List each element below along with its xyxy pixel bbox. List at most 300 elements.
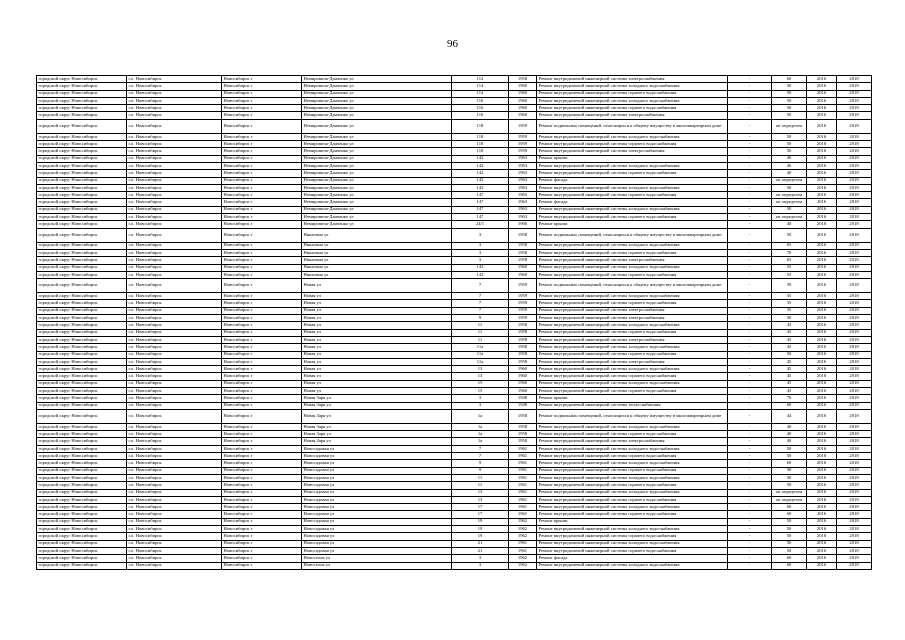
cell-work: Ремонт внутридомовой инженерной системы электроснабжения: [537, 76, 728, 83]
cell-city: Новосибирск г: [222, 264, 302, 271]
cell-year: 1961: [509, 453, 537, 460]
cell-work: Ремонт крыши: [537, 221, 728, 228]
cell-start-year: 2016: [807, 358, 837, 365]
cell-end-year: 2018: [837, 409, 872, 423]
cell-end-year: 2018: [837, 155, 872, 162]
cell-dash: -: [728, 228, 772, 242]
cell-street: Новая ул: [302, 315, 452, 322]
cell-settlement: г.о. Новосибирск: [127, 133, 222, 140]
cell-street: Немировича-Данченко ул: [302, 199, 452, 206]
cell-city: Новосибирск г: [222, 307, 302, 314]
cell-area: 50: [772, 228, 807, 242]
cell-street: Немировича-Данченко ул: [302, 133, 452, 140]
cell-house: 1а: [452, 438, 509, 445]
cell-year: 1959: [509, 279, 537, 293]
cell-city: Новосибирск г: [222, 214, 302, 221]
cell-start-year: 2016: [807, 438, 837, 445]
cell-settlement: г.о. Новосибирск: [127, 547, 222, 554]
cell-street: Немировича-Данченко ул: [302, 76, 452, 83]
table-row: [37, 380, 872, 387]
table-row: [37, 336, 872, 343]
cell-house: 143: [452, 264, 509, 271]
cell-end-year: 2018: [837, 504, 872, 511]
cell-end-year: 2018: [837, 547, 872, 554]
cell-work: Ремонт внутридомовой инженерной системы горячего водоснабжения: [537, 453, 728, 460]
cell-work: Ремонт внутридомовой инженерной системы горячего водоснабжения: [537, 511, 728, 518]
cell-settlement: г.о. Новосибирск: [127, 271, 222, 278]
cell-city: Новосибирск г: [222, 351, 302, 358]
cell-end-year: 2018: [837, 351, 872, 358]
cell-work: Ремонт внутридомовой инженерной системы холодного водоснабжения: [537, 83, 728, 90]
cell-street: Новая ул: [302, 380, 452, 387]
cell-year: 1960: [509, 264, 537, 271]
cell-dash: -: [728, 423, 772, 430]
cell-city: Новосибирск г: [222, 221, 302, 228]
table-row: [37, 518, 872, 525]
cell-area: 45: [772, 380, 807, 387]
cell-work: Ремонт внутридомовой инженерной системы холодного водоснабжения: [537, 540, 728, 547]
cell-dash: -: [728, 445, 772, 452]
cell-district: городской округ Новосибирск: [37, 322, 127, 329]
cell-dash: -: [728, 511, 772, 518]
table-row: [37, 438, 872, 445]
cell-year: 1961: [509, 467, 537, 474]
cell-district: городской округ Новосибирск: [37, 526, 127, 533]
cell-end-year: 2018: [837, 322, 872, 329]
cell-house: 7: [452, 307, 509, 314]
cell-settlement: г.о. Новосибирск: [127, 380, 222, 387]
cell-settlement: г.о. Новосибирск: [127, 431, 222, 438]
cell-house: 11: [452, 482, 509, 489]
cell-year: 1962: [509, 518, 537, 525]
cell-end-year: 2018: [837, 431, 872, 438]
cell-dash: -: [728, 264, 772, 271]
cell-settlement: г.о. Новосибирск: [127, 293, 222, 300]
table-row: [37, 279, 872, 293]
cell-end-year: 2018: [837, 482, 872, 489]
cell-dash: -: [728, 358, 772, 365]
table-row: [37, 83, 872, 90]
cell-city: Новосибирск г: [222, 344, 302, 351]
cell-year: 1961: [509, 460, 537, 467]
cell-area: 55: [772, 271, 807, 278]
cell-start-year: 2016: [807, 395, 837, 402]
cell-dash: -: [728, 293, 772, 300]
cell-end-year: 2018: [837, 90, 872, 97]
cell-year: 1961: [509, 474, 537, 481]
cell-start-year: 2016: [807, 141, 837, 148]
table-row: [37, 271, 872, 278]
cell-house: 118: [452, 148, 509, 155]
cell-work: Ремонт внутридомовой инженерной системы горячего водоснабжения: [537, 141, 728, 148]
cell-street: Никитина ул: [302, 242, 452, 249]
cell-area: 50: [772, 547, 807, 554]
cell-area: 50: [772, 141, 807, 148]
cell-work: Ремонт внутридомовой инженерной системы теплоснабжения: [537, 402, 728, 409]
cell-dash: -: [728, 90, 772, 97]
cell-district: городской округ Новосибирск: [37, 279, 127, 293]
cell-area: 45: [772, 322, 807, 329]
table-row: [37, 547, 872, 554]
cell-settlement: г.о. Новосибирск: [127, 351, 222, 358]
cell-year: 1960: [509, 373, 537, 380]
cell-work: Ремонт внутридомовой инженерной системы холодного водоснабжения: [537, 322, 728, 329]
cell-end-year: 2018: [837, 257, 872, 264]
cell-street: Новосадовая ул: [302, 460, 452, 467]
cell-year: 1963: [509, 192, 537, 199]
table-row: [37, 148, 872, 155]
cell-city: Новосибирск г: [222, 409, 302, 423]
cell-house: 116: [452, 105, 509, 112]
cell-start-year: 2016: [807, 170, 837, 177]
cell-dash: -: [728, 97, 772, 104]
cell-area: 50: [772, 315, 807, 322]
cell-end-year: 2018: [837, 366, 872, 373]
cell-settlement: г.о. Новосибирск: [127, 279, 222, 293]
table-row: [37, 329, 872, 336]
cell-street: Новосадовая ул: [302, 453, 452, 460]
cell-city: Новосибирск г: [222, 300, 302, 307]
cell-start-year: 2016: [807, 336, 837, 343]
cell-year: 1959: [509, 315, 537, 322]
cell-dash: -: [728, 366, 772, 373]
cell-end-year: 2018: [837, 315, 872, 322]
cell-end-year: 2018: [837, 511, 872, 518]
cell-end-year: 2018: [837, 496, 872, 503]
cell-work: Ремонт внутридомовой инженерной системы горячего водоснабжения: [537, 533, 728, 540]
cell-city: Новосибирск г: [222, 271, 302, 278]
cell-end-year: 2018: [837, 358, 872, 365]
cell-dash: -: [728, 184, 772, 191]
cell-year: 1961: [509, 504, 537, 511]
cell-district: городской округ Новосибирск: [37, 315, 127, 322]
cell-year: 1961: [509, 489, 537, 496]
cell-end-year: 2018: [837, 192, 872, 199]
cell-street: Немировича-Данченко ул: [302, 112, 452, 119]
cell-area: 60: [772, 460, 807, 467]
cell-area: 60: [772, 402, 807, 409]
cell-start-year: 2016: [807, 293, 837, 300]
cell-settlement: г.о. Новосибирск: [127, 155, 222, 162]
cell-work: Ремонт внутридомовой инженерной системы электроснабжения: [537, 257, 728, 264]
cell-area: 60: [772, 504, 807, 511]
table-row: [37, 112, 872, 119]
cell-district: городской округ Новосибирск: [37, 90, 127, 97]
table-row: [37, 155, 872, 162]
cell-year: 1962: [509, 555, 537, 562]
cell-street: Новосадовая ул: [302, 518, 452, 525]
cell-area: 60: [772, 562, 807, 569]
cell-district: городской округ Новосибирск: [37, 257, 127, 264]
cell-city: Новосибирск г: [222, 119, 302, 133]
cell-house: 19: [452, 526, 509, 533]
cell-dash: -: [728, 474, 772, 481]
cell-city: Новосибирск г: [222, 395, 302, 402]
cell-dash: -: [728, 112, 772, 119]
cell-house: 15: [452, 380, 509, 387]
cell-settlement: г.о. Новосибирск: [127, 199, 222, 206]
cell-settlement: г.о. Новосибирск: [127, 387, 222, 394]
cell-house: 142: [452, 155, 509, 162]
cell-end-year: 2018: [837, 540, 872, 547]
cell-work: Ремонт подвальных помещений, относящихся к общему имуществу в многоквартирном доме: [537, 279, 728, 293]
cell-district: городской округ Новосибирск: [37, 148, 127, 155]
cell-district: городской округ Новосибирск: [37, 264, 127, 271]
cell-house: 116: [452, 112, 509, 119]
cell-dash: -: [728, 279, 772, 293]
cell-district: городской округ Новосибирск: [37, 344, 127, 351]
cell-street: Немировича-Данченко ул: [302, 177, 452, 184]
cell-house: 116: [452, 97, 509, 104]
table-row: [37, 141, 872, 148]
table-row: [37, 467, 872, 474]
cell-end-year: 2018: [837, 242, 872, 249]
cell-street: Новосадовая ул: [302, 474, 452, 481]
cell-area: 39: [772, 279, 807, 293]
cell-district: городской округ Новосибирск: [37, 395, 127, 402]
cell-end-year: 2018: [837, 373, 872, 380]
cell-work: Ремонт внутридомовой инженерной системы горячего водоснабжения: [537, 467, 728, 474]
cell-end-year: 2018: [837, 402, 872, 409]
cell-end-year: 2018: [837, 141, 872, 148]
cell-district: городской округ Новосибирск: [37, 518, 127, 525]
cell-area: 45: [772, 358, 807, 365]
cell-house: 1а: [452, 409, 509, 423]
cell-city: Новосибирск г: [222, 329, 302, 336]
cell-dash: -: [728, 170, 772, 177]
cell-city: Новосибирск г: [222, 474, 302, 481]
table-row: [37, 322, 872, 329]
cell-city: Новосибирск г: [222, 511, 302, 518]
cell-settlement: г.о. Новосибирск: [127, 518, 222, 525]
cell-dash: -: [728, 307, 772, 314]
cell-city: Новосибирск г: [222, 315, 302, 322]
cell-dash: -: [728, 155, 772, 162]
table-row: [37, 445, 872, 452]
cell-city: Новосибирск г: [222, 199, 302, 206]
cell-dash: -: [728, 467, 772, 474]
cell-district: городской округ Новосибирск: [37, 300, 127, 307]
cell-house: 9: [452, 315, 509, 322]
table-row: [37, 90, 872, 97]
cell-settlement: г.о. Новосибирск: [127, 409, 222, 423]
cell-year: 1958: [509, 322, 537, 329]
cell-settlement: г.о. Новосибирск: [127, 242, 222, 249]
cell-area: 50: [772, 97, 807, 104]
cell-district: городской округ Новосибирск: [37, 184, 127, 191]
cell-work: Ремонт внутридомовой инженерной системы горячего водоснабжения: [537, 547, 728, 554]
cell-dash: -: [728, 192, 772, 199]
cell-house: 21: [452, 547, 509, 554]
cell-settlement: г.о. Новосибирск: [127, 264, 222, 271]
cell-end-year: 2018: [837, 76, 872, 83]
cell-area: 35: [772, 293, 807, 300]
cell-district: городской округ Новосибирск: [37, 155, 127, 162]
cell-work: Ремонт внутридомовой инженерной системы холодного водоснабжения: [537, 474, 728, 481]
cell-area: 50: [772, 83, 807, 90]
cell-city: Новосибирск г: [222, 206, 302, 213]
cell-start-year: 2016: [807, 504, 837, 511]
cell-street: Новая ул: [302, 351, 452, 358]
cell-work: Ремонт внутридомовой инженерной системы электроснабжения: [537, 148, 728, 155]
cell-city: Новосибирск г: [222, 504, 302, 511]
cell-district: городской округ Новосибирск: [37, 192, 127, 199]
cell-dash: -: [728, 380, 772, 387]
cell-start-year: 2016: [807, 148, 837, 155]
cell-district: городской округ Новосибирск: [37, 170, 127, 177]
table-row: [37, 555, 872, 562]
cell-year: 1961: [509, 547, 537, 554]
cell-street: Новая Заря ул: [302, 431, 452, 438]
cell-settlement: г.о. Новосибирск: [127, 228, 222, 242]
cell-year: 1959: [509, 148, 537, 155]
cell-dash: -: [728, 395, 772, 402]
cell-settlement: г.о. Новосибирск: [127, 329, 222, 336]
cell-start-year: 2016: [807, 192, 837, 199]
cell-city: Новосибирск г: [222, 402, 302, 409]
cell-district: городской округ Новосибирск: [37, 474, 127, 481]
cell-area: не определен: [772, 496, 807, 503]
cell-house: 11: [452, 474, 509, 481]
cell-house: 7: [452, 293, 509, 300]
cell-year: 1958: [509, 76, 537, 83]
cell-settlement: г.о. Новосибирск: [127, 489, 222, 496]
cell-start-year: 2016: [807, 482, 837, 489]
cell-year: 1960: [509, 271, 537, 278]
cell-area: 65: [772, 242, 807, 249]
cell-work: Ремонт крыши: [537, 518, 728, 525]
cell-work: Ремонт внутридомовой инженерной системы холодного водоснабжения: [537, 423, 728, 430]
cell-area: не определен: [772, 199, 807, 206]
cell-house: 11а: [452, 344, 509, 351]
cell-dash: -: [728, 453, 772, 460]
cell-year: 1963: [509, 170, 537, 177]
cell-street: Новосадовая ул: [302, 540, 452, 547]
cell-settlement: г.о. Новосибирск: [127, 249, 222, 256]
table-row: [37, 249, 872, 256]
cell-start-year: 2016: [807, 83, 837, 90]
cell-house: 147: [452, 206, 509, 213]
cell-start-year: 2016: [807, 97, 837, 104]
cell-start-year: 2016: [807, 562, 837, 569]
cell-district: городской округ Новосибирск: [37, 423, 127, 430]
cell-city: Новосибирск г: [222, 547, 302, 554]
cell-dash: -: [728, 249, 772, 256]
table-row: [37, 242, 872, 249]
cell-house: 143: [452, 184, 509, 191]
cell-area: 45: [772, 366, 807, 373]
cell-year: 1963: [509, 206, 537, 213]
cell-dash: -: [728, 504, 772, 511]
cell-area: 45: [772, 344, 807, 351]
cell-year: 1958: [509, 249, 537, 256]
table-row: [37, 366, 872, 373]
cell-start-year: 2016: [807, 431, 837, 438]
cell-house: 15: [452, 387, 509, 394]
cell-street: Немировича-Данченко ул: [302, 90, 452, 97]
cell-area: 45: [772, 336, 807, 343]
cell-end-year: 2018: [837, 438, 872, 445]
cell-start-year: 2016: [807, 555, 837, 562]
cell-city: Новосибирск г: [222, 228, 302, 242]
cell-house: 118: [452, 119, 509, 133]
cell-end-year: 2018: [837, 423, 872, 430]
cell-year: 1959: [509, 141, 537, 148]
cell-dash: -: [728, 119, 772, 133]
cell-year: 1958: [509, 329, 537, 336]
cell-settlement: г.о. Новосибирск: [127, 496, 222, 503]
cell-area: 50: [772, 148, 807, 155]
cell-end-year: 2018: [837, 387, 872, 394]
cell-house: 142: [452, 170, 509, 177]
cell-house: 3: [452, 395, 509, 402]
cell-street: Новосадовая ул: [302, 511, 452, 518]
cell-work: Ремонт крыши: [537, 155, 728, 162]
cell-city: Новосибирск г: [222, 155, 302, 162]
cell-start-year: 2016: [807, 460, 837, 467]
table-row: [37, 97, 872, 104]
cell-end-year: 2018: [837, 329, 872, 336]
cell-dash: -: [728, 141, 772, 148]
cell-work: Ремонт фасада: [537, 177, 728, 184]
table-row: [37, 184, 872, 191]
cell-dash: -: [728, 105, 772, 112]
cell-dash: -: [728, 489, 772, 496]
cell-area: 50: [772, 445, 807, 452]
cell-year: 1962: [509, 526, 537, 533]
cell-city: Новосибирск г: [222, 526, 302, 533]
cell-settlement: г.о. Новосибирск: [127, 76, 222, 83]
cell-area: 44: [772, 409, 807, 423]
table-row: [37, 315, 872, 322]
cell-year: 1960: [509, 105, 537, 112]
cell-start-year: 2016: [807, 380, 837, 387]
cell-year: 1958: [509, 228, 537, 242]
cell-district: городской округ Новосибирск: [37, 380, 127, 387]
cell-dash: -: [728, 409, 772, 423]
cell-start-year: 2016: [807, 221, 837, 228]
cell-district: городской округ Новосибирск: [37, 141, 127, 148]
cell-district: городской округ Новосибирск: [37, 540, 127, 547]
cell-work: Ремонт внутридомовой инженерной системы электроснабжения: [537, 112, 728, 119]
cell-start-year: 2016: [807, 155, 837, 162]
cell-year: 1958: [509, 257, 537, 264]
cell-area: 50: [772, 533, 807, 540]
cell-dash: -: [728, 257, 772, 264]
cell-settlement: г.о. Новосибирск: [127, 162, 222, 169]
cell-house: 147: [452, 192, 509, 199]
cell-settlement: г.о. Новосибирск: [127, 526, 222, 533]
cell-district: городской округ Новосибирск: [37, 112, 127, 119]
cell-work: Ремонт внутридомовой инженерной системы холодного водоснабжения: [537, 97, 728, 104]
cell-street: Немировича-Данченко ул: [302, 83, 452, 90]
cell-street: Немировича-Данченко ул: [302, 119, 452, 133]
cell-house: 24/1: [452, 221, 509, 228]
cell-city: Новосибирск г: [222, 141, 302, 148]
cell-area: 50: [772, 518, 807, 525]
cell-area: не определен: [772, 119, 807, 133]
cell-work: Ремонт внутридомовой инженерной системы холодного водоснабжения: [537, 242, 728, 249]
cell-house: 13: [452, 373, 509, 380]
cell-area: 50: [772, 184, 807, 191]
cell-house: 17: [452, 511, 509, 518]
cell-work: Ремонт внутридомовой инженерной системы горячего водоснабжения: [537, 373, 728, 380]
cell-dash: -: [728, 547, 772, 554]
cell-house: 7: [452, 279, 509, 293]
cell-district: городской округ Новосибирск: [37, 366, 127, 373]
cell-settlement: г.о. Новосибирск: [127, 184, 222, 191]
cell-start-year: 2016: [807, 307, 837, 314]
